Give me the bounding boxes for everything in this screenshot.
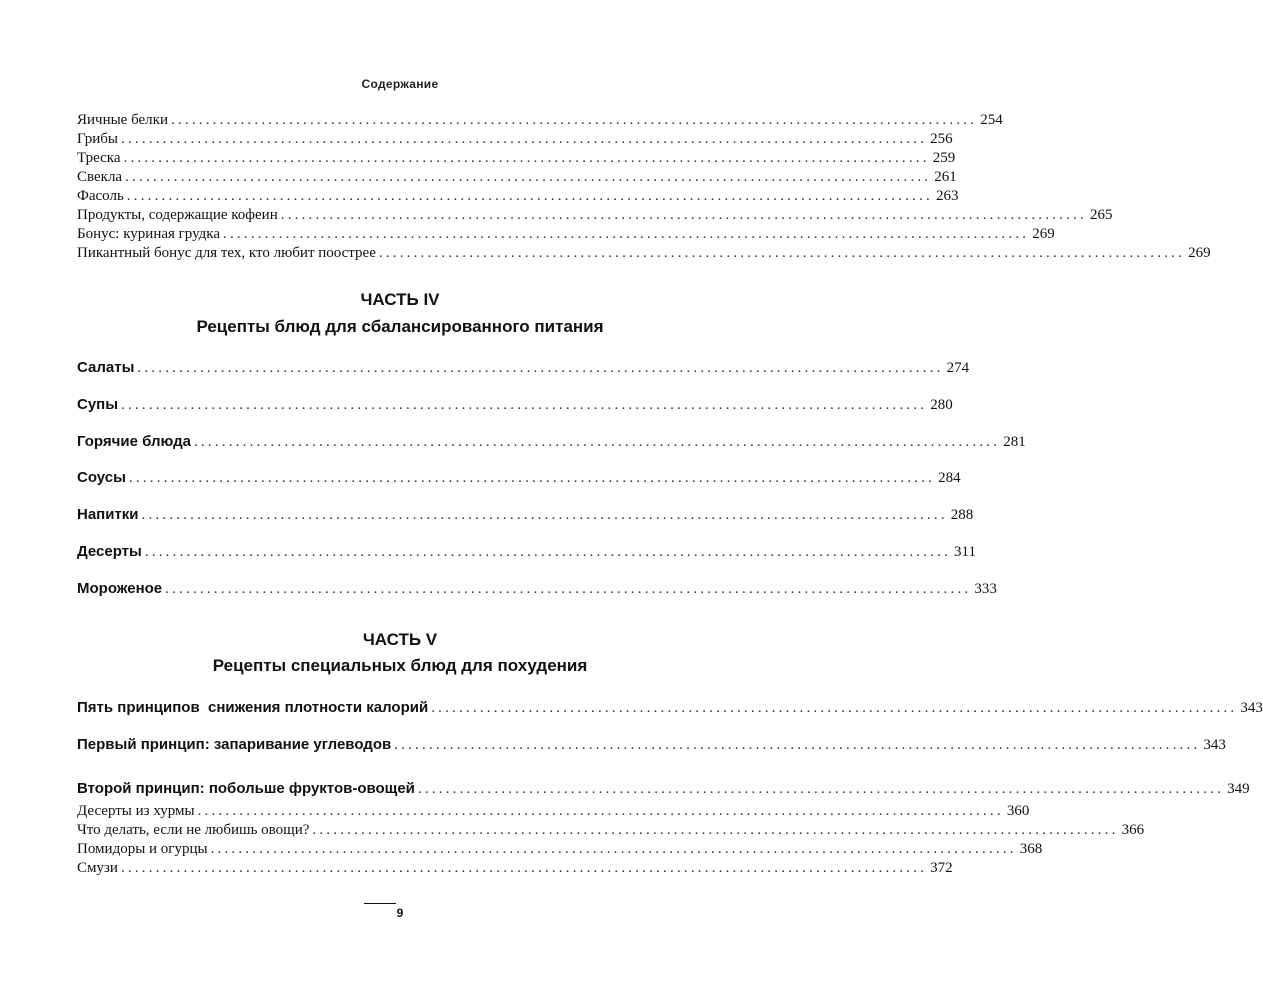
toc-entry	[77, 841, 1043, 858]
toc-chapter-label: Салаты	[77, 359, 135, 376]
toc-entry	[77, 245, 1211, 262]
toc-entry-page: 254	[980, 112, 1003, 128]
toc-chapter-label: Десерты	[77, 543, 142, 560]
toc-entry	[77, 860, 953, 877]
toc-entry-page: 372	[930, 860, 953, 876]
toc-chapter-label: Пять принципов снижения плотности калорий	[77, 699, 429, 716]
leader-dots: ....................................................................................................................	[394, 737, 1201, 753]
toc-entry-page: 259	[932, 150, 956, 166]
toc-entry-label: Продукты, содержащие кофеин	[77, 207, 278, 223]
toc-entry-label: Фасоль	[77, 188, 124, 204]
toc-entry-label: Грибы	[77, 131, 118, 147]
toc-entry-page: 265	[1089, 207, 1113, 223]
leader-dots: ....................................................................................................................	[193, 434, 1001, 450]
toc-entry-label: Яичные белки	[77, 112, 168, 128]
toc-entry-label: Треска	[77, 150, 121, 166]
folio-rule	[364, 903, 396, 904]
leader-dots: ....................................................................................................................	[223, 226, 1030, 242]
toc-chapter	[77, 506, 974, 524]
leader-dots: ....................................................................................................................	[137, 360, 944, 376]
leader-dots: ....................................................................................................................	[417, 781, 1225, 797]
leader-dots: ....................................................................................................................	[280, 207, 1087, 223]
part-title: Рецепты блюд для сбалансированного питания	[196, 317, 604, 336]
toc-chapter	[77, 736, 1226, 754]
toc-chapter-page: 284	[938, 470, 961, 486]
toc-entry	[77, 822, 1145, 839]
toc-entry-page: 261	[934, 169, 957, 185]
toc-chapter	[77, 699, 1263, 717]
toc-chapter	[77, 580, 997, 598]
page-number: 9	[396, 906, 404, 920]
toc-chapter-label: Напитки	[77, 506, 139, 523]
toc-entry-page: 366	[1121, 822, 1145, 838]
leader-dots: ....................................................................................................................	[431, 700, 1238, 716]
toc-entry-page: 256	[930, 131, 953, 147]
part-label: ЧАСТЬ IV	[360, 290, 440, 309]
toc-entry-label: Свекла	[77, 169, 123, 185]
toc-entry-label: Бонус: куриная грудка	[77, 226, 221, 242]
leader-dots: ....................................................................................................................	[120, 131, 928, 147]
toc-entry-label: Десерты из хурмы	[77, 803, 195, 819]
toc-chapter-page: 333	[974, 581, 997, 597]
toc-entry-label: Что делать, если не любишь овощи?	[77, 822, 310, 838]
toc-entry	[77, 188, 959, 205]
toc-chapter-label: Соусы	[77, 469, 126, 486]
leader-dots: ....................................................................................................................	[128, 470, 936, 486]
toc-entry	[77, 803, 1030, 820]
leader-dots: ....................................................................................................................	[170, 112, 978, 128]
leader-dots: ....................................................................................................................	[125, 169, 932, 185]
toc-entry-label: Пикантный бонус для тех, кто любит поострее	[77, 245, 376, 261]
toc-entry-page: 269	[1032, 226, 1055, 242]
toc-chapter-page: 311	[954, 544, 976, 560]
toc-chapter-label: Второй принцип: побольше фруктов-овощей	[77, 780, 415, 797]
toc-chapter-page: 280	[930, 397, 953, 413]
toc-entry	[77, 150, 956, 167]
toc-entry	[77, 207, 1113, 224]
leader-dots: ....................................................................................................................	[378, 245, 1186, 261]
toc-entry-page: 368	[1019, 841, 1043, 857]
toc-chapter-page: 288	[950, 507, 974, 523]
leader-dots: ....................................................................................................................	[197, 803, 1004, 819]
toc-entry-page: 360	[1006, 803, 1030, 819]
toc-entry	[77, 169, 957, 186]
toc-entry-label: Помидоры и огурцы	[77, 841, 208, 857]
toc-chapter	[77, 433, 1026, 451]
part-title: Рецепты специальных блюд для похудения	[212, 656, 588, 675]
toc-entry-label: Смузи	[77, 860, 118, 876]
toc-chapter-label: Супы	[77, 396, 119, 413]
toc-chapter	[77, 780, 1250, 798]
leader-dots: ....................................................................................................................	[165, 581, 972, 597]
toc-entry	[77, 226, 1055, 243]
leader-dots: ....................................................................................................................	[312, 822, 1119, 838]
leader-dots: ....................................................................................................................	[121, 397, 928, 413]
toc-entry	[77, 112, 1003, 129]
toc-chapter-page: 343	[1203, 737, 1226, 753]
leader-dots: ....................................................................................................................	[141, 507, 948, 523]
toc-chapter-page: 281	[1003, 434, 1026, 450]
toc-chapter	[77, 396, 953, 414]
toc-chapter-page: 274	[946, 360, 970, 376]
part-label: ЧАСТЬ V	[362, 630, 438, 649]
leader-dots: ....................................................................................................................	[144, 544, 952, 560]
toc-chapter-page: 349	[1227, 781, 1250, 797]
toc-entry-page: 263	[936, 188, 959, 204]
toc-chapter-page: 343	[1240, 700, 1263, 716]
toc-entry	[77, 131, 953, 148]
running-head: Содержание	[361, 77, 439, 91]
leader-dots: ....................................................................................................................	[126, 188, 933, 204]
toc-chapter	[77, 359, 970, 377]
toc-chapter-label: Первый принцип: запаривание углеводов	[77, 736, 392, 753]
leader-dots: ....................................................................................................................	[210, 841, 1017, 857]
leader-dots: ....................................................................................................................	[123, 150, 930, 166]
toc-chapter-label: Горячие блюда	[77, 433, 191, 450]
toc-entry-page: 269	[1188, 245, 1211, 261]
leader-dots: ....................................................................................................................	[120, 860, 928, 876]
toc-chapter	[77, 543, 976, 561]
toc-chapter-label: Мороженое	[77, 580, 163, 597]
toc-chapter	[77, 469, 961, 487]
